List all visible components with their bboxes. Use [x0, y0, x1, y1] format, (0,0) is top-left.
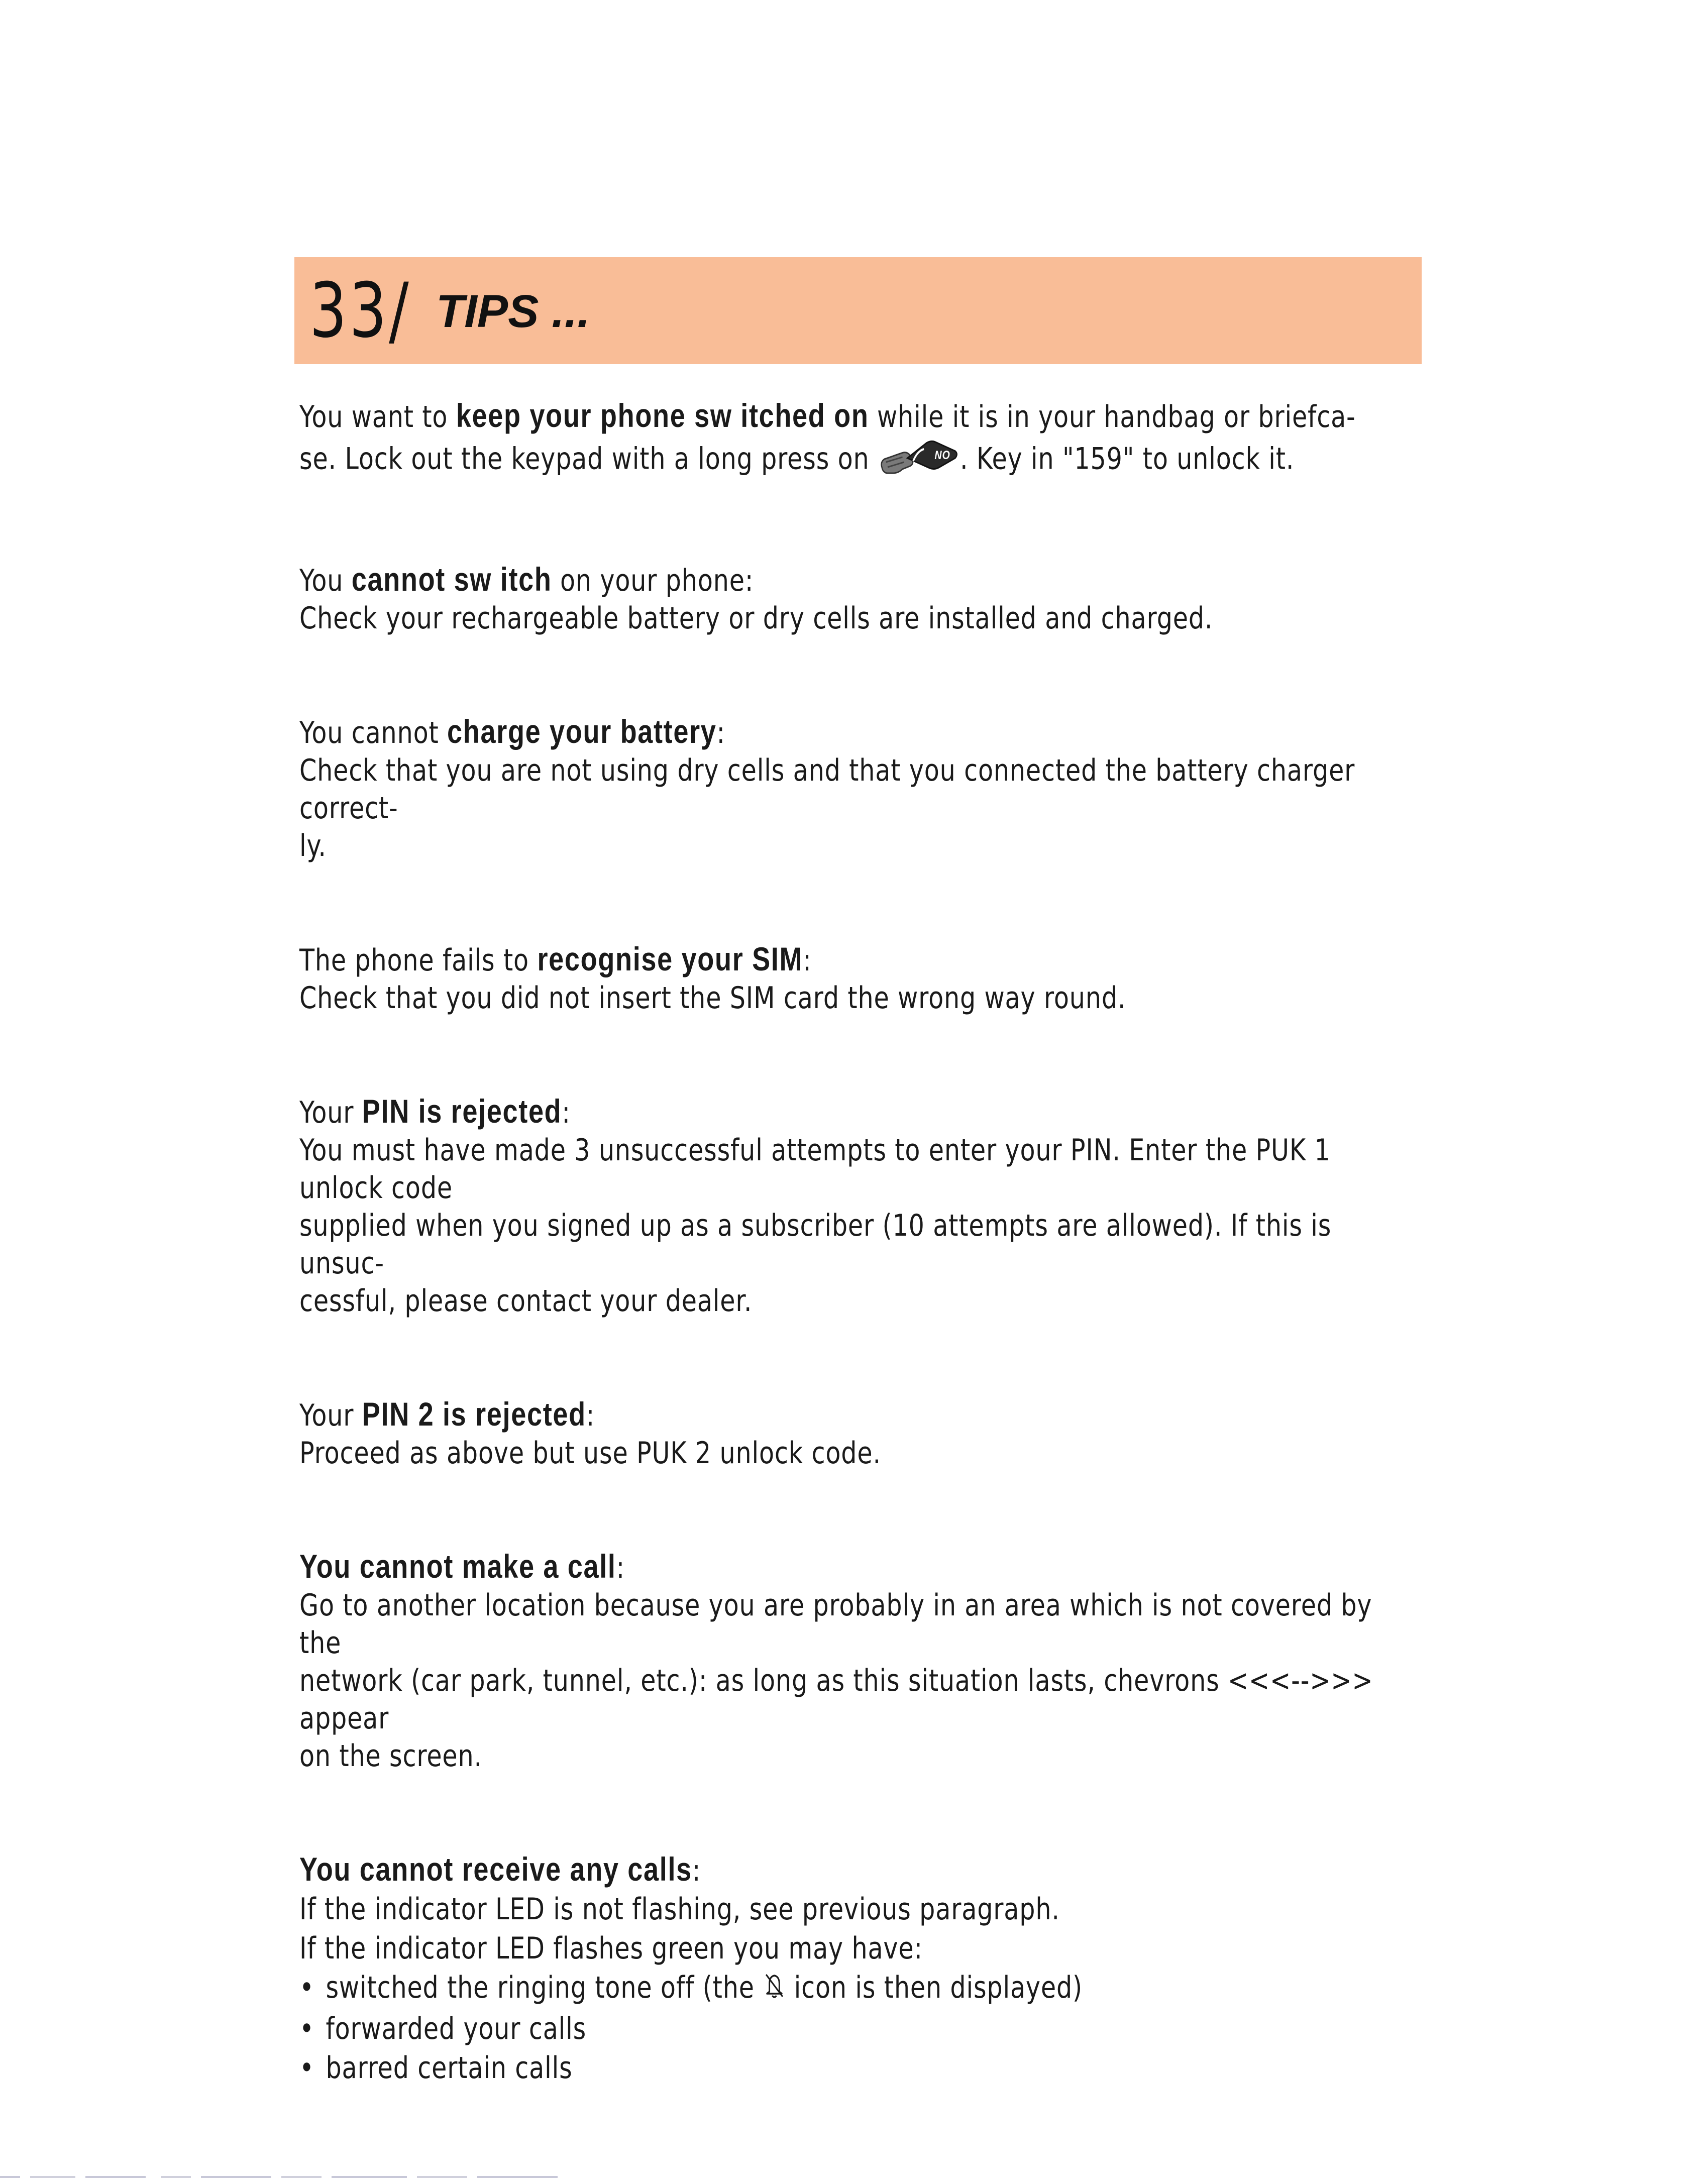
tip-body-line: If the indicator LED flashes green you may have: — [299, 1931, 923, 1966]
tip-heading — [299, 561, 1418, 600]
tip-body-line: network (car park, tunnel, etc.): as long as this situation lasts, chevrons <<<-->>> appear — [299, 1663, 1373, 1736]
list-item — [299, 2009, 1418, 2048]
tip-pin2-rejected — [299, 1395, 1418, 1472]
tip-body-line: You must have made 3 unsuccessful attempts to enter your PIN. Enter the PUK 1 unlock code — [299, 1133, 1331, 1206]
tip-heading-prefix: The phone fails to — [299, 943, 538, 978]
tip-heading-prefix: You — [299, 563, 352, 598]
tip-heading — [299, 1850, 1418, 1890]
tip-pin-rejected — [299, 1093, 1418, 1320]
tip-heading — [299, 1395, 1418, 1435]
spacer — [299, 1320, 1418, 1395]
tip-heading — [299, 397, 1418, 436]
tip-heading-bold: recognise your SIM — [537, 940, 803, 977]
tip-body — [299, 436, 1418, 485]
tip-cannot-charge-battery — [299, 713, 1418, 865]
tip-heading-bold: You cannot receive any calls — [299, 1850, 692, 1888]
tip-heading-suffix: while it is in your handbag or briefca- — [869, 399, 1356, 434]
tip-heading-prefix: You cannot — [299, 715, 448, 750]
spacer — [299, 1472, 1418, 1548]
bullet-marker: • — [299, 1970, 314, 2005]
tip-body: Check your rechargeable battery or dry cells are installed and charged. — [299, 601, 1213, 636]
spacer — [299, 637, 1418, 713]
tip-heading-suffix: : — [716, 715, 725, 750]
tip-heading-suffix: on your phone: — [552, 563, 754, 598]
tip-heading — [299, 1548, 1418, 1587]
tip-heading-bold: keep your phone sw itched on — [456, 397, 869, 434]
tip-body-line: on the screen. — [299, 1738, 482, 1774]
tip-heading-bold: PIN 2 is rejected — [362, 1395, 586, 1433]
cause-list — [299, 1968, 1418, 2088]
tip-cannot-make-call — [299, 1548, 1418, 1775]
chapter-header-band — [294, 257, 1422, 364]
tip-body: Check that you did not insert the SIM card the wrong way round. — [299, 980, 1126, 1016]
tip-sim-not-recognised — [299, 940, 1418, 1017]
tip-body-line: supplied when you signed up as a subscriber (10 attempts are allowed). If this is unsuc- — [299, 1208, 1332, 1281]
tip-heading-prefix: Your — [299, 1095, 362, 1130]
tip-heading-suffix: : — [562, 1095, 571, 1130]
tip-body-line: If the indicator LED is not flashing, see previous paragraph. — [299, 1892, 1060, 1927]
tip-heading-suffix: : — [586, 1398, 595, 1433]
list-item-text: forwarded your calls — [326, 2011, 587, 2046]
list-item — [299, 1968, 1418, 2009]
chapter-number: 33/ — [309, 267, 411, 355]
tip-body-line: cessful, please contact your dealer. — [299, 1283, 753, 1319]
chapter-title: TIPS ... — [436, 286, 590, 337]
tip-heading — [299, 1093, 1418, 1132]
tip-heading-bold: charge your battery — [447, 713, 717, 750]
tip-body-line: ly. — [299, 828, 327, 863]
tips-content — [299, 397, 1418, 2088]
tip-keep-phone-on — [299, 397, 1418, 485]
tip-cannot-receive-calls — [299, 1850, 1418, 2088]
tip-heading-bold: cannot sw itch — [351, 561, 552, 598]
tip-heading-suffix: : — [616, 1550, 625, 1585]
bullet-marker: • — [299, 2011, 314, 2046]
tip-heading-suffix: : — [692, 1853, 701, 1888]
hand-pressing-no-key-icon — [878, 436, 960, 485]
tip-heading-prefix: Your — [299, 1398, 362, 1433]
list-item-text: barred certain calls — [326, 2050, 573, 2086]
tip-body-line: Go to another location because you are probably in an area which is not covered by the — [299, 1588, 1372, 1661]
spacer — [299, 865, 1418, 940]
footer-print-marks — [0, 2174, 603, 2180]
tip-heading — [299, 713, 1418, 752]
tip-body-line: Check that you are not using dry cells and that you connected the battery charger correct- — [299, 753, 1355, 826]
bell-off-icon — [763, 1970, 786, 2009]
list-item-text-after-icon: icon is then displayed) — [786, 1970, 1083, 2005]
tip-heading-bold: You cannot make a call — [299, 1548, 616, 1585]
spacer — [299, 1017, 1418, 1093]
tip-heading — [299, 940, 1418, 979]
svg-text:NO: NO — [934, 448, 950, 462]
tip-heading-bold: PIN is rejected — [362, 1093, 562, 1130]
tip-body-text-after-icon: . Key in "159" to unlock it. — [959, 441, 1295, 477]
tip-heading-prefix: You want to — [299, 399, 456, 434]
tip-body: Proceed as above but use PUK 2 unlock code. — [299, 1436, 881, 1471]
spacer — [299, 1775, 1418, 1850]
tip-cannot-switch-on — [299, 561, 1418, 637]
spacer — [299, 485, 1418, 561]
tip-body-text: se. Lock out the keypad with a long press on — [299, 441, 878, 477]
list-item-text: switched the ringing tone off (the — [326, 1970, 763, 2005]
tip-heading-suffix: : — [803, 943, 812, 978]
bullet-marker: • — [299, 2050, 314, 2086]
list-item — [299, 2048, 1418, 2088]
